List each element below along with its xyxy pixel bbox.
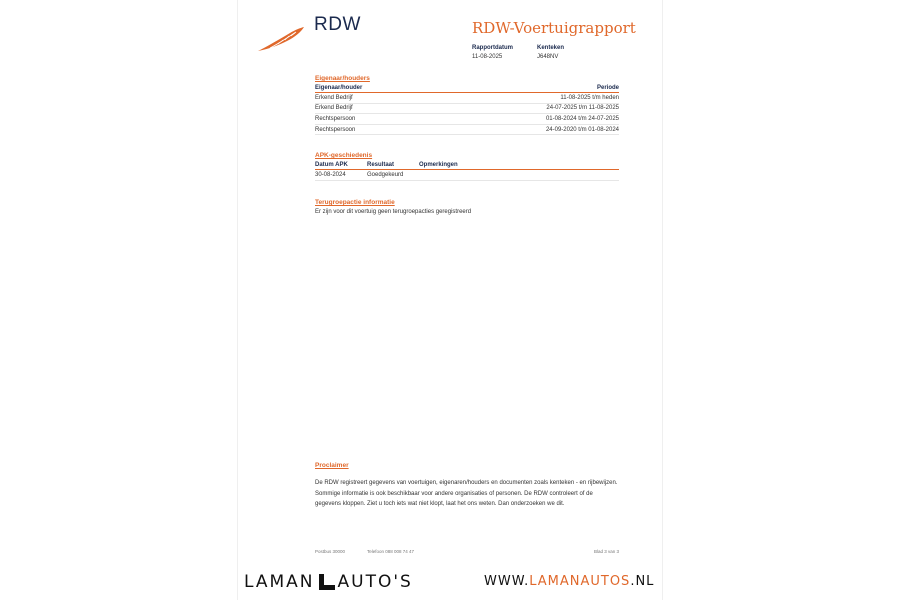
table-row: [315, 114, 619, 125]
dealer-website: [484, 574, 654, 589]
dealer-l-mark-icon: [319, 574, 335, 590]
meta-value: J648NV: [537, 54, 559, 60]
apk-table: [315, 160, 619, 181]
table-row: [315, 103, 619, 114]
apk-remarks: [419, 170, 619, 181]
column-header: Datum APK: [315, 160, 367, 170]
dealer-logo-text: AUTO'S: [337, 572, 413, 592]
apk-date: 30-08-2024: [315, 170, 367, 181]
table-row: [315, 170, 619, 181]
website-prefix: WWW.: [484, 574, 530, 589]
owner-period: 24-09-2020 t/m 01-08-2024: [435, 124, 619, 135]
owners-heading: Eigenaar/houders: [315, 75, 370, 82]
column-header: Eigenaar/houder: [315, 83, 435, 93]
website-tld: .NL: [630, 574, 655, 589]
owners-table: [315, 83, 619, 135]
table-header-row: [315, 160, 619, 170]
owner-type: Rechtspersoon: [315, 124, 435, 135]
apk-heading: APK-geschiedenis: [315, 152, 373, 159]
report-page: [238, 0, 662, 600]
footer-postbus: Postbus 30000: [315, 549, 346, 554]
footer-page-number: Blad 3 van 3: [593, 549, 619, 554]
owner-type: Erkend Bedrijf: [315, 103, 435, 114]
disclaimer-section: [315, 462, 619, 510]
recall-section: [315, 199, 619, 215]
column-header: Resultaat: [367, 160, 419, 170]
meta-report-date: [472, 45, 513, 60]
apk-result: Goedgekeurd: [367, 170, 419, 181]
disclaimer-heading: Proclaimer: [315, 462, 349, 469]
owners-section: [315, 75, 619, 135]
dealer-logo-text: LAMAN: [244, 572, 315, 592]
website-name: LAMANAUTOS: [529, 574, 631, 589]
column-header: Periode: [435, 83, 619, 93]
dealer-logo: [244, 571, 413, 593]
meta-label: Rapportdatum: [472, 45, 513, 51]
column-header: Opmerkingen: [419, 160, 619, 170]
owner-type: Rechtspersoon: [315, 114, 435, 125]
table-header-row: [315, 83, 619, 93]
apk-section: [315, 152, 619, 181]
rdw-logo-icon: [256, 24, 306, 54]
owner-type: Erkend Bedrijf: [315, 93, 435, 104]
recall-text: Er zijn voor dit voertuig geen terugroepacties geregistreerd: [315, 209, 472, 215]
owner-period: 24-07-2025 t/m 11-08-2025: [435, 103, 619, 114]
table-row: [315, 124, 619, 135]
meta-label: Kenteken: [537, 45, 565, 51]
meta-license-plate: [537, 45, 564, 60]
report-title: RDW-Voertuigrapport: [472, 19, 636, 37]
footer-phone: Telefoon 088 008 74 47: [367, 549, 415, 554]
recall-heading: Terugroepactie informatie: [315, 199, 395, 206]
table-row: [315, 93, 619, 104]
brand-name: RDW: [314, 14, 361, 35]
owner-period: 01-08-2024 t/m 24-07-2025: [435, 114, 619, 125]
owner-period: 11-08-2025 t/m heden: [435, 93, 619, 104]
disclaimer-text: De RDW registreert gegevens van voertuigen, eigenaren/houders en documenten zoals kenteken - en rijbewijzen. Sommige informatie is ook beschikbaar voor andere organisaties of personen. De RDW controleert of de gegevens kloppen. Ziet u toch iets wat niet klopt, laat het ons weten. Dan onderzoeken we dit.: [315, 480, 618, 507]
meta-value: 11-08-2025: [472, 54, 503, 60]
